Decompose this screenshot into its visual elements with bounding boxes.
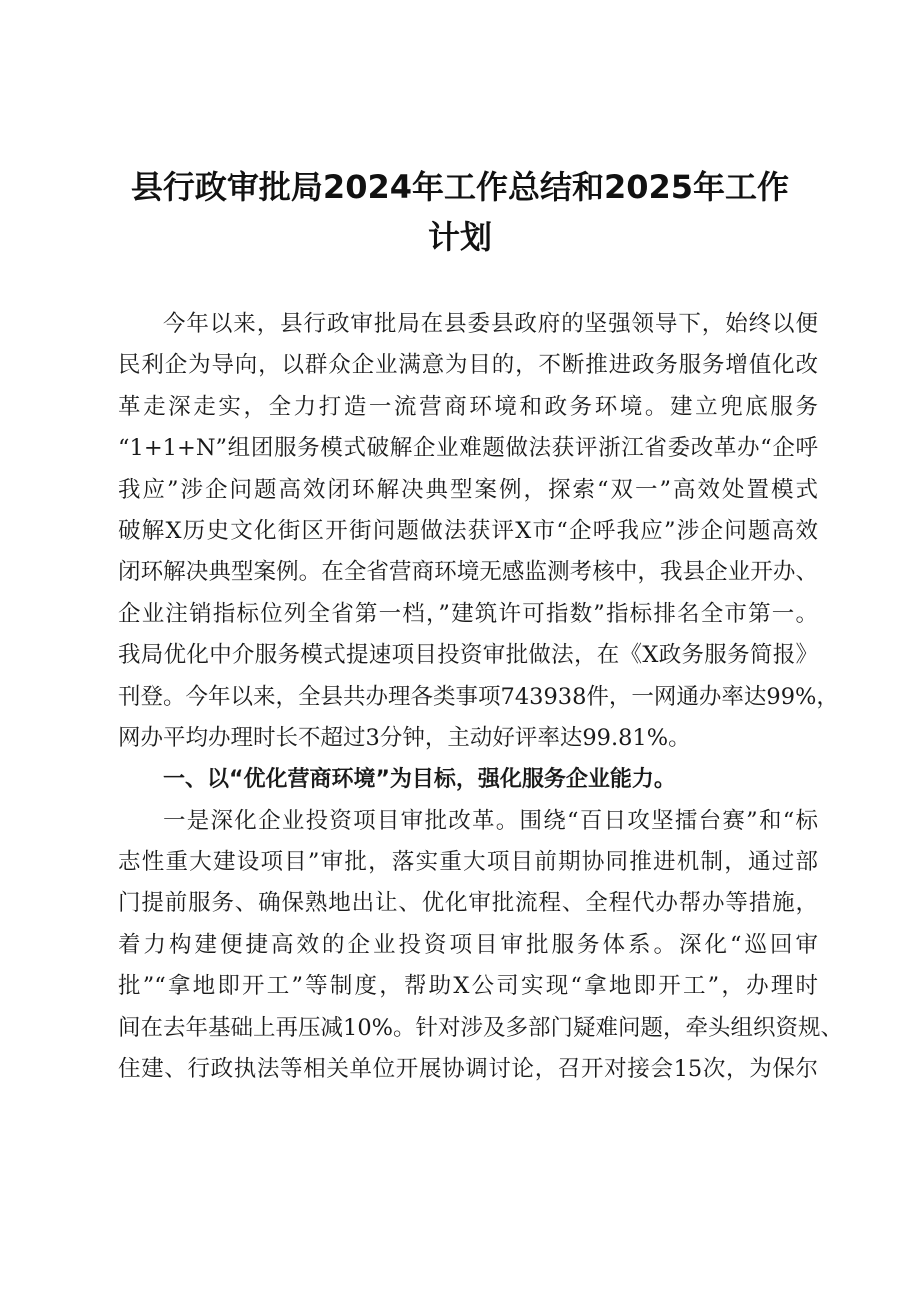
paragraph-line: 破解X历史文化街区开街问题做法获评X市“企呼我应”涉企问题高效 <box>118 517 818 544</box>
paragraph-line: 批”“拿地即开工”等制度，帮助X公司实现“拿地即开工”，办理时 <box>118 973 818 1000</box>
intro-paragraph <box>118 304 839 759</box>
paragraph-line: 门提前服务、确保熟地出让、优化审批流程、全程代办帮办等措施， <box>118 890 818 917</box>
paragraph-line: 住建、行政执法等相关单位开展协调讨论，召开对接会15次，为保尔 <box>118 1056 818 1083</box>
paragraph-line: 企业注销指标位列全省第一档，”建筑许可指数”指标排名全市第一。 <box>118 600 818 627</box>
paragraph-line: 我局优化中介服务模式提速项目投资审批做法，在《X政务服务简报》 <box>118 642 818 669</box>
title-line-2: 计划 <box>427 218 492 256</box>
title-line-1: 县行政审批局2024年工作总结和2025年工作 <box>130 168 790 206</box>
paragraph-line: 革走深走实，全力打造一流营商环境和政务环境。建立兜底服务 <box>118 393 818 420</box>
paragraph-line: 着力构建便捷高效的企业投资项目审批服务体系。深化“巡回审 <box>118 931 818 958</box>
paragraph-line: 闭环解决典型案例。在全省营商环境无感监测考核中，我县企业开办、 <box>118 559 818 586</box>
paragraph-line: 民利企为导向，以群众企业满意为目的，不断推进政务服务增值化改 <box>118 352 818 379</box>
paragraph-line: 一是深化企业投资项目审批改革。围绕“百日攻坚擂台赛”和“标 <box>163 807 818 834</box>
paragraph-line: 间在去年基础上再压减10%。针对涉及多部门疑难问题，牵头组织资规、 <box>118 1014 844 1041</box>
paragraph-line: 网办平均办理时长不超过3分钟，主动好评率达99.81%。 <box>118 724 691 751</box>
document-title <box>120 162 800 262</box>
paragraph-line: 我应”涉企问题高效闭环解决典型案例，探索“双一”高效处置模式 <box>118 476 818 503</box>
paragraph-line: 志性重大建设项目”审批，落实重大项目前期协同推进机制，通过部 <box>118 849 818 876</box>
paragraph-line: “1+1+N”组团服务模式破解企业难题做法获评浙江省委改革办“企呼 <box>118 435 818 462</box>
section-heading: 一、以“优化营商环境”为目标，强化服务企业能力。 <box>163 767 676 793</box>
paragraph-line: 刊登。今年以来，全县共办理各类事项743938件，一网通办率达99%， <box>118 683 839 710</box>
document-body <box>118 304 844 1090</box>
section1-paragraph <box>118 801 844 1091</box>
paragraph-line: 今年以来，县行政审批局在县委县政府的坚强领导下，始终以便 <box>163 311 818 337</box>
